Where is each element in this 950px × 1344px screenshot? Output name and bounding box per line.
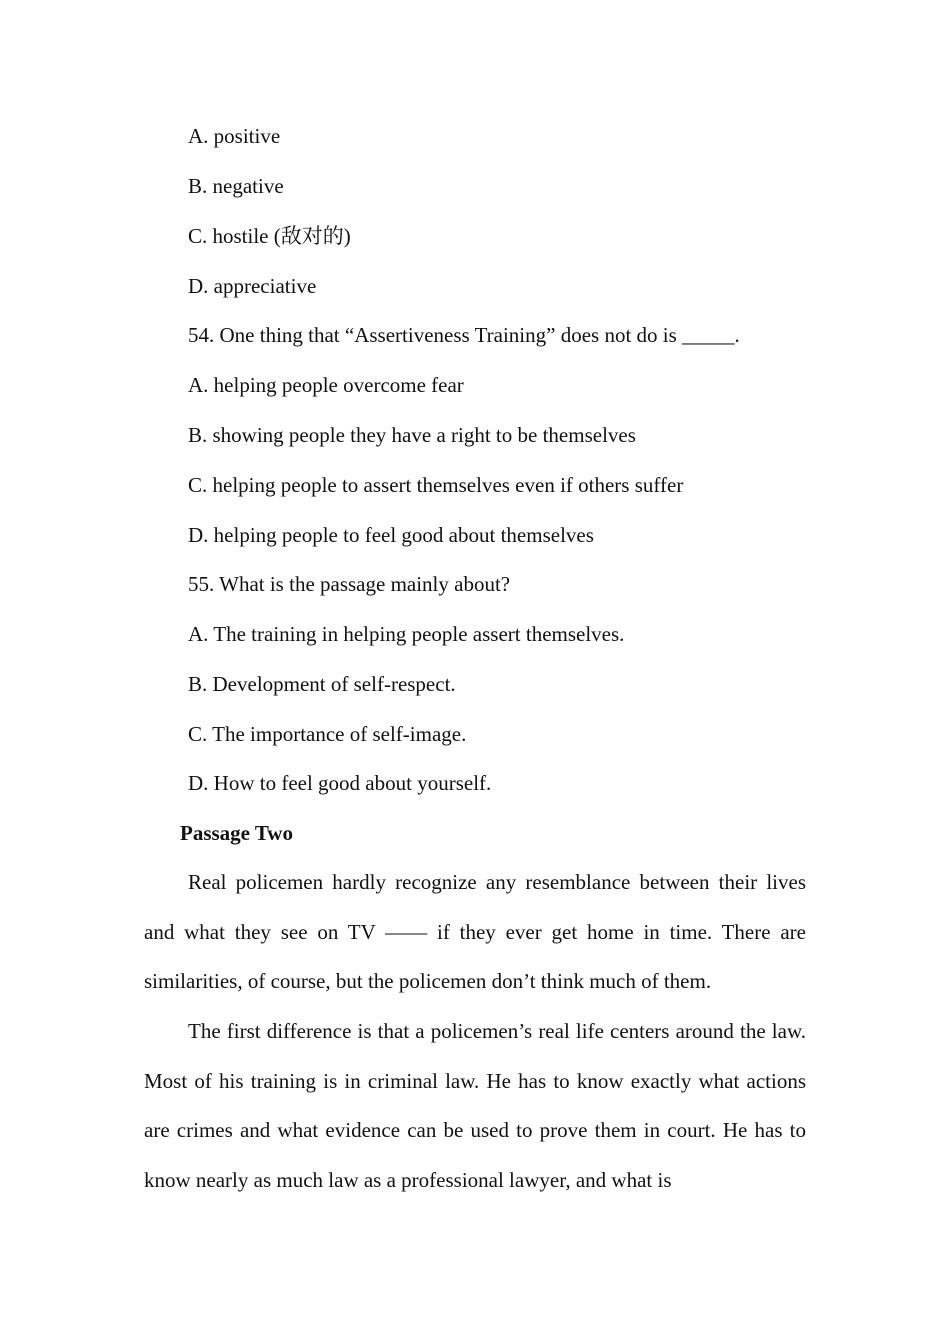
passage-heading: Passage Two [180, 821, 293, 845]
q55-option-c: C. The importance of self-image. [188, 722, 467, 746]
q54-option-a: A. helping people overcome fear [188, 373, 464, 397]
q54-option-b: B. showing people they have a right to be themselves [188, 423, 636, 447]
q53-option-a: A. positive [188, 124, 281, 148]
q53-option-b: B. negative [188, 174, 284, 198]
q54-option-d: D. helping people to feel good about themselves [188, 523, 594, 547]
q54-option-c: C. helping people to assert themselves even if others suffer [188, 473, 684, 497]
q55-option-b: B. Development of self-respect. [188, 672, 456, 696]
passage-paragraph-1: Real policemen hardly recognize any resemblance between their lives and what they see on TV —— if they ever get home in time. There are similarities, of course, but the policemen don’t think much of them. [144, 870, 806, 994]
passage-paragraph-2: The first difference is that a policemen’s real life centers around the law. Most of his training is in criminal law. He has to know exactly what actions are crimes and what evidence can be used to prove them in court. He has to know nearly as much law as a professional lawyer, and what is [144, 1019, 806, 1193]
q53-option-c: C. hostile (敌对的) [188, 224, 351, 248]
q55-option-a: A. The training in helping people assert themselves. [188, 622, 625, 646]
q53-option-d: D. appreciative [188, 274, 317, 298]
q55-option-d: D. How to feel good about yourself. [188, 771, 492, 795]
q55-question: 55. What is the passage mainly about? [188, 572, 511, 596]
q54-question: 54. One thing that “Assertiveness Training” does not do is _____. [188, 323, 740, 347]
